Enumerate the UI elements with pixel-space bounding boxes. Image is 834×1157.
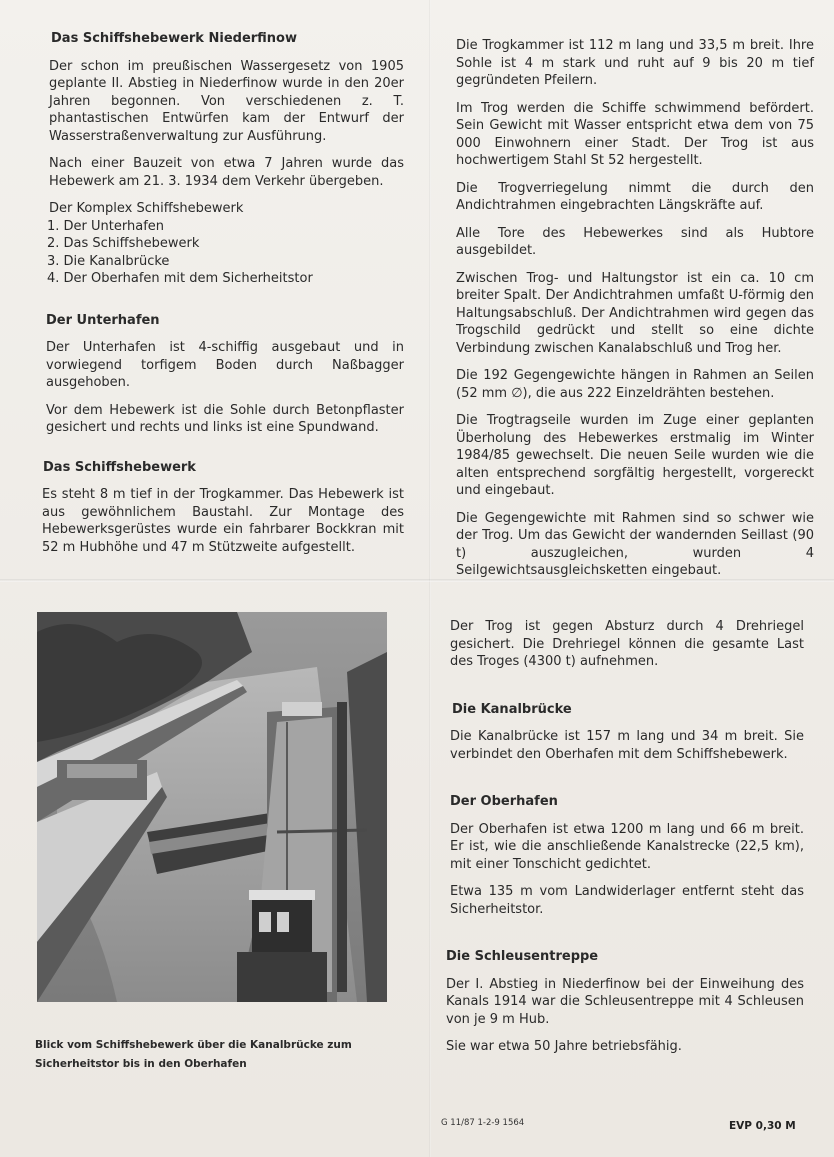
kanalbruecke-paragraph: Die Kanalbrücke ist 157 m lang und 34 m breit. Sie verbindet den Oberhafen mit dem Schiffshebewerk. — [450, 729, 804, 762]
tore-paragraph: Alle Tore des Hebewerkes sind als Hubtore ausgebildet. — [456, 225, 814, 258]
schiffshebewerk-heading: Das Schiffshebewerk — [43, 459, 196, 475]
list-item: 1. Der Unterhafen — [47, 218, 165, 234]
unterhafen-paragraph-1: Der Unterhafen ist 4-schiffig ausgebaut und in vorwiegend torfigem Boden durch Naßbagger ausgehoben. — [46, 340, 404, 390]
oberhafen-paragraph-2: Etwa 135 m vom Landwiderlager entfernt steht das Sicherheitstor. — [450, 884, 804, 917]
right-top-column — [456, 37, 814, 590]
unterhafen-heading: Der Unterhafen — [46, 312, 160, 328]
document-title: Das Schiffshebewerk Niederfinow — [51, 31, 297, 46]
drehriegel-paragraph: Der Trog ist gegen Absturz durch 4 Drehriegel gesichert. Die Drehriegel können die gesamte Last des Troges (4300 t) aufnehmen. — [450, 619, 804, 669]
trogkammer-paragraph: Die Trogkammer ist 112 m lang und 33,5 m breit. Ihre Sohle ist 4 m stark und ruht auf 9 bis 20 m tief gegründeten Pfeilern. — [456, 38, 814, 88]
bauzeit-paragraph: Nach einer Bauzeit von etwa 7 Jahren wurde das Hebewerk am 21. 3. 1934 dem Verkehr übergeben. — [49, 156, 404, 189]
list-item: 3. Die Kanalbrücke — [47, 253, 170, 269]
komplex-intro: Der Komplex Schiffshebewerk — [49, 201, 244, 216]
schiffshebewerk-paragraph: Es steht 8 m tief in der Trogkammer. Das Hebewerk ist aus gewöhnlichem Baustahl. Zur Montage des Hebewerksgerüstes wurde ein fahrbarer Bockkran mit 52 m Hubhöhe und 47 m Stützweite aufgestellt. — [42, 487, 404, 555]
print-code: G 11/87 1-2-9 1564 — [441, 1118, 525, 1128]
unterhafen-paragraph-2: Vor dem Hebewerk ist die Sohle durch Betonpflaster gesichert und rechts und links ist eine Spundwand. — [46, 402, 404, 435]
oberhafen-paragraph-1: Der Oberhafen ist etwa 1200 m lang und 66 m breit. Er ist, wie die anschließende Kanalstrecke (22,5 km), mit einer Tonschicht gedichtet. — [450, 821, 804, 872]
seilgewicht-paragraph: Die Gegengewichte mit Rahmen sind so schwer wie der Trog. Um das Gewicht der wandernden Seillast (90 t) auszugleichen, wurden 4 Seilgewichtsausgleichsketten eingebaut. — [456, 510, 814, 578]
trogverriegelung-paragraph: Die Trogverriegelung nimmt die durch den Andichtrahmen eingebrachten Längskräfte auf. — [456, 180, 814, 213]
schleusentreppe-paragraph-2: Sie war etwa 50 Jahre betriebsfähig. — [446, 1039, 682, 1054]
photo-caption: Blick vom Schiffshebewerk über die Kanalbrücke zum Sicherheitstor bis in den Oberhafen — [35, 1039, 352, 1070]
oberhafen-heading: Der Oberhafen — [450, 794, 558, 809]
schleusentreppe-paragraph-1: Der I. Abstieg in Niederfinow bei der Einweihung des Kanals 1914 war die Schleusentreppe mit 4 Schleusen von je 9 m Hub. — [446, 976, 804, 1027]
list-item: 2. Das Schiffshebewerk — [47, 236, 200, 251]
price-label: EVP 0,30 M — [729, 1120, 796, 1132]
andichtrahmen-paragraph: Zwischen Trog- und Haltungstor ist ein ca. 10 cm breiter Spalt. Der Andichtrahmen umfaßt U-förmig den Haltungsabschluß. Der Andichtrahmen wird gegen das Trogschild gedrückt und stellt so eine dichte Verbindung zwischen Kanalabschluß und Trog her. — [456, 270, 814, 356]
schleusentreppe-heading: Die Schleusentreppe — [446, 949, 599, 964]
canal-bridge-photo — [37, 612, 387, 1002]
trog-paragraph: Im Trog werden die Schiffe schwimmend befördert. Sein Gewicht mit Wasser entspricht etwa dem von 75 000 Einwohnern einer Stadt. Der Trog ist aus hochwertigem Stahl St 52 hergestellt. — [456, 100, 814, 168]
right-bottom-column — [446, 618, 804, 1066]
trogtragseile-paragraph: Die Trogtragseile wurden im Zuge einer geplanten Überholung des Hebewerkes erstmalig im Winter 1984/85 gewechselt. Die neuen Seile wurden wie die alten entsprechend sorgfältig hergestellt, vorgereckt und eingebaut. — [456, 413, 814, 498]
left-top-column — [42, 30, 404, 566]
kanalbruecke-heading: Die Kanalbrücke — [452, 701, 572, 717]
gegengewichte-paragraph: Die 192 Gegengewichte hängen in Rahmen an Seilen (52 mm ∅), die aus 222 Einzeldrähten bestehen. — [456, 368, 814, 401]
list-item: 4. Der Oberhafen mit dem Sicherheitstor — [47, 271, 313, 286]
komplex-list — [47, 218, 404, 288]
intro-paragraph: Der schon im preußischen Wassergesetz von 1905 geplante II. Abstieg in Niederfinow wurde in den 20er Jahren begonnen. Von verschiedenen z. T. phantastischen Entwürfen kam der Entwurf der Wasserstraßenverwaltung zur Ausführung. — [49, 58, 404, 144]
